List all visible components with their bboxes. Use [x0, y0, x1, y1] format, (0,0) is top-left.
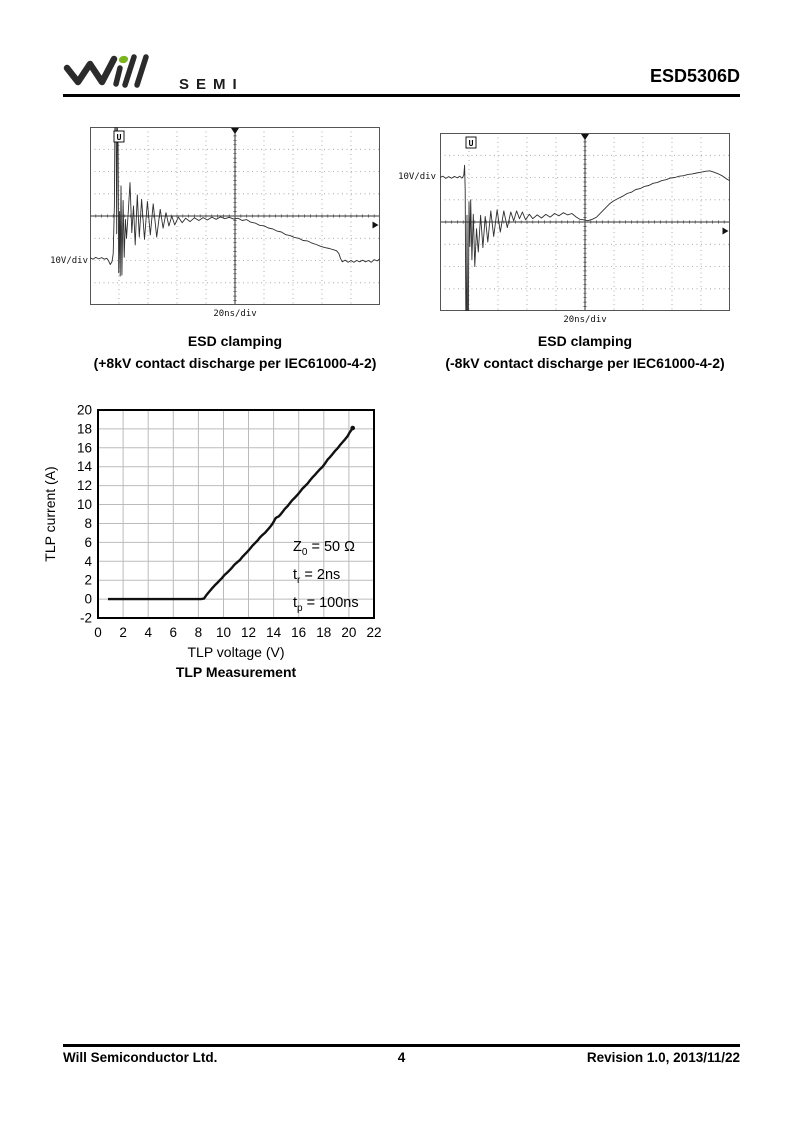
- svg-text:0: 0: [84, 591, 92, 607]
- caption-condition: (+8kV contact discharge per IEC61000-4-2): [93, 355, 377, 371]
- svg-text:4: 4: [84, 553, 92, 569]
- svg-text:20: 20: [341, 625, 357, 640]
- svg-text:8: 8: [194, 625, 203, 640]
- footer-page-number: 4: [397, 1050, 406, 1065]
- svg-text:10: 10: [76, 497, 92, 512]
- scope-negative-yscale-label: 10V/div: [398, 172, 436, 182]
- tlp-chart-title: TLP Measurement: [175, 664, 297, 680]
- part-number: ESD5306D: [649, 66, 740, 86]
- tlp-annotation-z0: $Z_0 = 50$ Ω: [293, 539, 355, 558]
- tlp-annotation-tr: $t_r = 2ns$: [293, 566, 341, 586]
- svg-text:22: 22: [366, 625, 382, 640]
- scope-waveform-positive: [90, 127, 380, 305]
- tlp-x-axis-label: TLP voltage (V): [187, 644, 285, 660]
- svg-text:U: U: [468, 139, 474, 148]
- svg-text:2: 2: [84, 572, 92, 588]
- footer-company: Will Semiconductor Ltd.: [63, 1050, 218, 1065]
- caption-title: ESD clamping: [537, 333, 633, 349]
- scope-positive-yscale-label: 10V/div: [50, 256, 88, 266]
- scope-positive-caption: [65, 330, 405, 374]
- svg-text:14: 14: [266, 625, 282, 640]
- svg-text:12: 12: [240, 625, 257, 640]
- tlp-y-axis-label: TLP current (A): [42, 466, 58, 562]
- scope-negative-xscale-label: 20ns/div: [563, 315, 607, 325]
- svg-text:8: 8: [84, 516, 92, 531]
- scope-positive-xscale-label: 20ns/div: [213, 309, 257, 319]
- svg-text:20: 20: [76, 404, 92, 418]
- header-rule: [63, 94, 740, 97]
- svg-text:U: U: [116, 133, 122, 142]
- svg-text:6: 6: [84, 534, 92, 550]
- caption-condition: (-8kV contact discharge per IEC61000-4-2): [445, 355, 725, 371]
- svg-text:18: 18: [316, 625, 332, 640]
- scope-waveform-negative: [440, 133, 730, 311]
- svg-text:4: 4: [144, 625, 152, 640]
- caption-title: ESD clamping: [187, 333, 283, 349]
- will-semi-logo-icon: [63, 53, 158, 97]
- tlp-annotation-tp: $t_p = 100ns$: [293, 594, 359, 614]
- footer-revision: Revision 1.0, 2013/11/22: [586, 1050, 740, 1065]
- svg-text:10: 10: [215, 625, 232, 640]
- svg-text:0: 0: [94, 625, 102, 640]
- tlp-annotation: [293, 536, 359, 620]
- tlp-chart-figure: [38, 404, 382, 680]
- svg-text:12: 12: [76, 478, 92, 494]
- footer-rule: [63, 1044, 740, 1047]
- svg-text:16: 16: [291, 625, 307, 640]
- svg-text:-2: -2: [79, 610, 92, 626]
- svg-text:14: 14: [76, 459, 92, 475]
- scope-negative-caption: [415, 330, 755, 374]
- svg-text:6: 6: [169, 625, 178, 640]
- logo-brand-suffix: SEMI: [179, 76, 244, 93]
- svg-text:18: 18: [76, 421, 92, 437]
- svg-text:16: 16: [76, 440, 92, 456]
- svg-text:2: 2: [119, 625, 127, 640]
